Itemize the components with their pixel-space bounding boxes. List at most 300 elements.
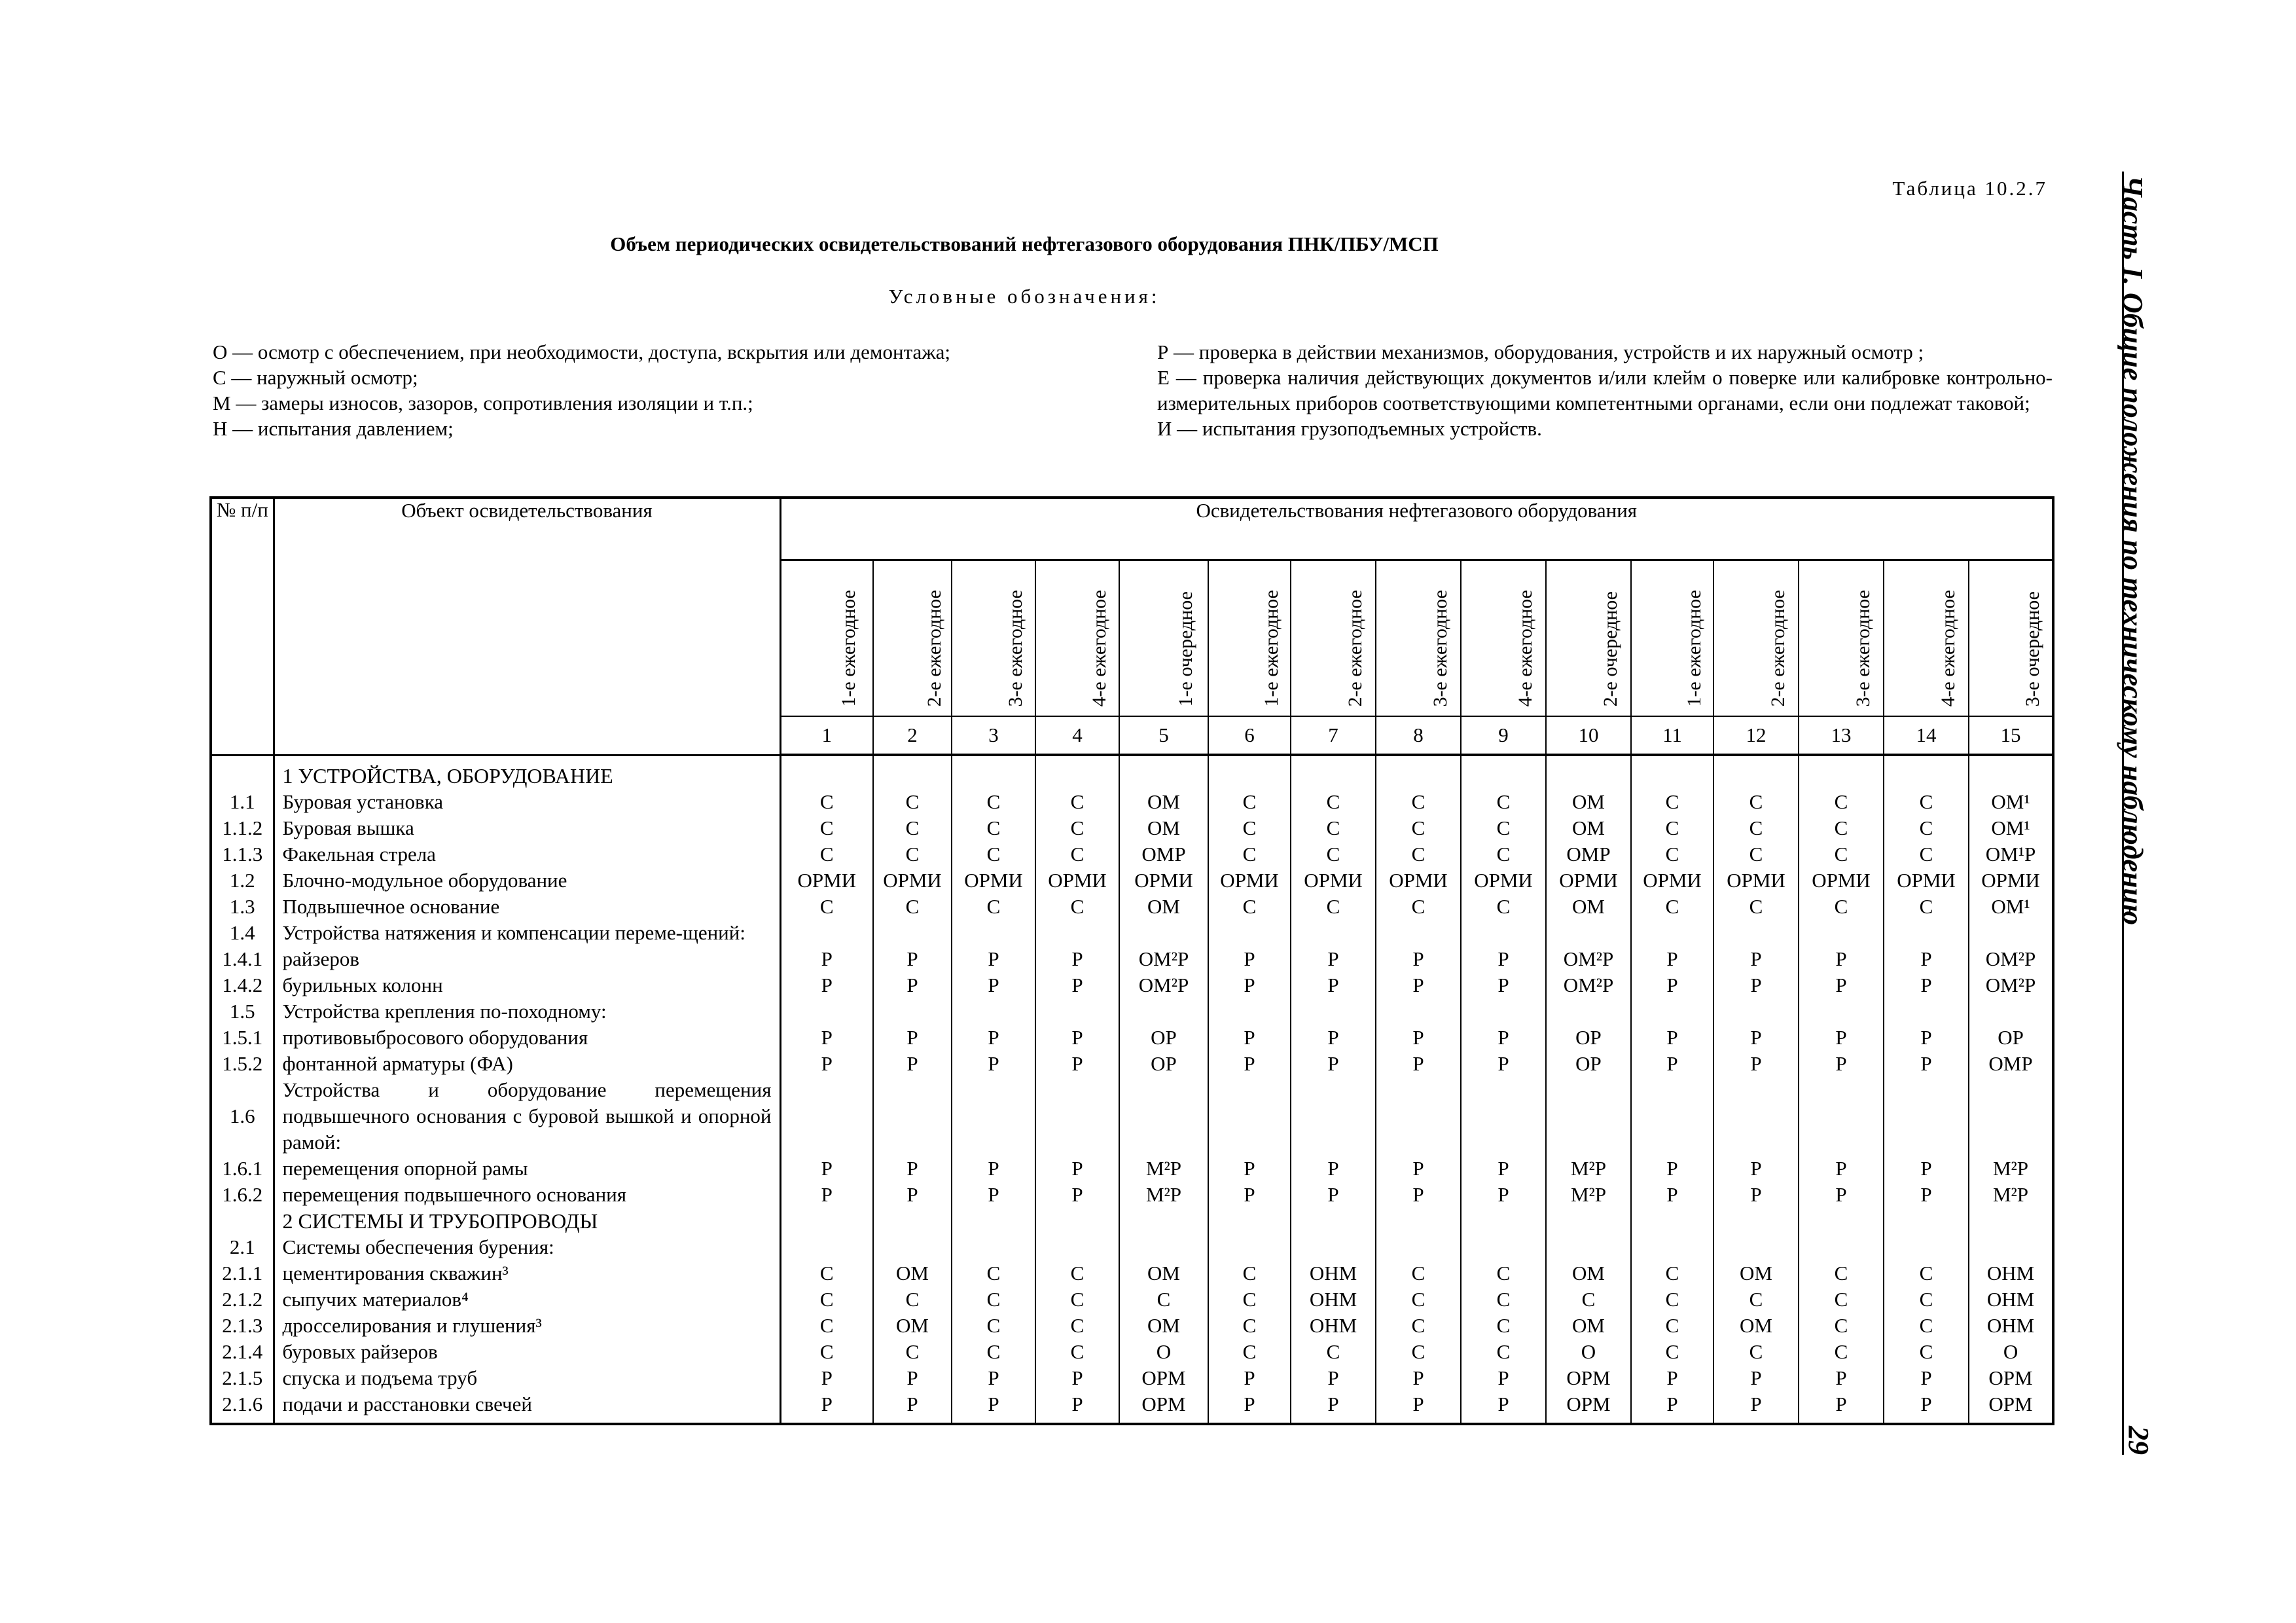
row-value: Р (873, 1391, 952, 1424)
legend-title: Условные обозначения: (888, 285, 1160, 308)
row-value: Р (1884, 1156, 1969, 1182)
row-value: ОМ²Р (1546, 972, 1631, 998)
row-value: ОРМИ (1291, 867, 1376, 894)
row-value: Р (1713, 972, 1799, 998)
row-value: С (873, 789, 952, 815)
row-value: ОР (1546, 1025, 1631, 1051)
row-value: ОМ (1546, 894, 1631, 920)
row-value (1291, 998, 1376, 1025)
row-value: ОРМИ (1713, 867, 1799, 894)
row-value: С (1035, 1286, 1119, 1313)
row-number: 1.5.2 (211, 1051, 274, 1077)
table-row (211, 867, 2053, 894)
column-number: 15 (1969, 716, 2053, 755)
row-value (1631, 1234, 1713, 1260)
row-value: Р (952, 1156, 1035, 1182)
column-header-label: 1-е ежегодное (1683, 589, 1705, 706)
row-value: ОРМИ (952, 867, 1035, 894)
row-value: ОРМИ (1631, 867, 1713, 894)
row-value: Р (1208, 1156, 1291, 1182)
row-value: С (1884, 1260, 1969, 1286)
row-object: Подвышечное основание (274, 894, 780, 920)
row-value: С (780, 1260, 873, 1286)
row-value: Р (1376, 1156, 1461, 1182)
row-number: 1.3 (211, 894, 274, 920)
row-value: ОМ¹Р (1985, 842, 2036, 866)
column-header-label: 1-е ежегодное (838, 589, 860, 706)
column-header (1291, 560, 1376, 717)
row-value (780, 1208, 873, 1234)
row-number: 1.4 (211, 920, 274, 946)
column-header (1631, 560, 1713, 717)
row-value: С (1208, 894, 1291, 920)
row-value (1884, 1077, 1969, 1156)
row-value: С (1713, 1286, 1799, 1313)
row-value: Р (1713, 1156, 1799, 1182)
row-value: С (1631, 1260, 1713, 1286)
row-value: Р (1291, 1182, 1376, 1208)
row-value: Р (1799, 1156, 1884, 1182)
row-value: С (1799, 789, 1884, 815)
row-number: 1.6 (211, 1077, 274, 1156)
row-number: 1.1.3 (211, 841, 274, 867)
row-value: С (1376, 1313, 1461, 1339)
row-number: 2.1.6 (211, 1391, 274, 1424)
row-value (1713, 998, 1799, 1025)
column-header (1119, 560, 1208, 717)
column-header (780, 560, 873, 717)
table-row (211, 1208, 2053, 1234)
row-value: С (1291, 841, 1376, 867)
column-header-label: 4-е ежегодное (1937, 589, 1959, 706)
row-value: ОМ¹ (1991, 790, 2030, 813)
row-value: Р (780, 1156, 873, 1182)
row-value: ОРМИ (1799, 867, 1884, 894)
row-value: С (1376, 841, 1461, 867)
row-value: ОМ (1119, 1313, 1208, 1339)
row-value: С (952, 1313, 1035, 1339)
row-number: 1.5.1 (211, 1025, 274, 1051)
row-value (1799, 1234, 1884, 1260)
row-value: С (780, 841, 873, 867)
row-value: Р (1799, 1391, 1884, 1424)
row-value: Р (1461, 946, 1546, 972)
row-value: С (1035, 894, 1119, 920)
row-value: Р (1376, 1365, 1461, 1391)
row-value: С (1799, 841, 1884, 867)
row-value: ОМ²Р (1985, 947, 2036, 970)
row-object: Устройства крепления по-походному: (274, 998, 780, 1025)
row-object: Факельная стрела (274, 841, 780, 867)
table-row (211, 841, 2053, 867)
row-value: ОНМ (1986, 1261, 2035, 1285)
row-number: 1.4.1 (211, 946, 274, 972)
row-value: С (1799, 1260, 1884, 1286)
row-value: Р (873, 1025, 952, 1051)
row-value (1884, 755, 1969, 789)
row-value: ОРМИ (1461, 867, 1546, 894)
table-row (211, 1286, 2053, 1313)
legend-item: Е — проверка наличия действующих документов и/или клейм о поверке или калибровке контрольно-измерительных приборов соответствующими компетентными органами, если они подлежат таковой; (1157, 366, 2053, 414)
table-row (211, 998, 2053, 1025)
row-value: Р (1884, 1025, 1969, 1051)
row-value: М²Р (1992, 1156, 2029, 1180)
row-value: Р (1291, 1156, 1376, 1182)
column-header-label: 1-е очередное (1175, 591, 1196, 706)
row-value (1461, 998, 1546, 1025)
row-value: С (1035, 789, 1119, 815)
row-value: Р (1376, 1025, 1461, 1051)
row-object: перемещения подвышечного основания (274, 1182, 780, 1208)
legend-item: С — наружный осмотр; (213, 366, 418, 389)
row-value: Р (1208, 1182, 1291, 1208)
row-value: С (1035, 815, 1119, 841)
row-value: С (873, 841, 952, 867)
column-header-label: 4-е ежегодное (1515, 589, 1536, 706)
row-number (211, 1208, 274, 1234)
row-value: С (1035, 1339, 1119, 1365)
row-value (1546, 1208, 1631, 1234)
row-value: ОМ²Р (1546, 946, 1631, 972)
table-row (211, 1339, 2053, 1365)
legend-right (1157, 339, 2053, 441)
row-value: С (1631, 1313, 1713, 1339)
row-value (780, 1077, 873, 1156)
row-value: ОР (1998, 1025, 2024, 1049)
row-value: С (1884, 1339, 1969, 1365)
row-value (1713, 920, 1799, 946)
row-value (1969, 920, 2053, 946)
row-number (211, 755, 274, 789)
column-header (873, 560, 952, 717)
row-value: ОМР (1119, 841, 1208, 867)
row-value: ОНМ (1291, 1286, 1376, 1313)
row-value (1035, 1208, 1119, 1234)
row-value (1035, 1234, 1119, 1260)
row-value (1376, 1234, 1461, 1260)
row-number: 1.6.2 (211, 1182, 274, 1208)
row-value: С (1119, 1286, 1208, 1313)
row-value: С (1035, 1313, 1119, 1339)
row-value: ОРМ (1988, 1366, 2033, 1389)
row-value (1291, 1077, 1376, 1156)
row-value (873, 998, 952, 1025)
row-value: С (780, 1286, 873, 1313)
table-row (211, 1077, 2053, 1156)
row-value: С (873, 1286, 952, 1313)
row-value: С (873, 1339, 952, 1365)
row-value: ОР (1119, 1051, 1208, 1077)
row-value (780, 998, 873, 1025)
row-value (1799, 1208, 1884, 1234)
table-row (211, 815, 2053, 841)
row-value: С (873, 894, 952, 920)
row-value: ОРМИ (1546, 867, 1631, 894)
table-row (211, 1025, 2053, 1051)
column-number: 9 (1461, 716, 1546, 755)
row-value: Р (1376, 1391, 1461, 1424)
row-value: Р (1631, 1365, 1713, 1391)
row-value: ОРМИ (1884, 867, 1969, 894)
row-value: Р (1208, 1391, 1291, 1424)
row-value: Р (1461, 1391, 1546, 1424)
row-value: С (1376, 815, 1461, 841)
row-value: ОМ (1713, 1260, 1799, 1286)
legend-item: И — испытания грузоподъемных устройств. (1157, 417, 1542, 440)
row-value: Р (1035, 1051, 1119, 1077)
column-header (1884, 560, 1969, 717)
row-object: райзеров (274, 946, 780, 972)
row-value: Р (1884, 946, 1969, 972)
row-value: С (952, 894, 1035, 920)
row-object: 2 СИСТЕМЫ И ТРУБОПРОВОДЫ (274, 1208, 780, 1234)
column-number: 7 (1291, 716, 1376, 755)
row-value: ОНМ (1986, 1287, 2035, 1311)
row-value (1376, 998, 1461, 1025)
row-value (1631, 920, 1713, 946)
row-value: Р (952, 1365, 1035, 1391)
row-value: Р (952, 1391, 1035, 1424)
row-value: М²Р (1119, 1182, 1208, 1208)
row-value: Р (1884, 1365, 1969, 1391)
row-value (1631, 1208, 1713, 1234)
row-value: Р (1461, 1051, 1546, 1077)
row-value: ОРМ (1988, 1392, 2033, 1415)
row-value: С (1631, 1339, 1713, 1365)
row-value: ОР (1119, 1025, 1208, 1051)
column-number: 4 (1035, 716, 1119, 755)
column-header (1799, 560, 1884, 717)
row-value (780, 1234, 873, 1260)
row-value (1713, 1234, 1799, 1260)
row-number: 2.1.1 (211, 1260, 274, 1286)
row-value (1208, 1077, 1291, 1156)
row-value: ОМ¹ (1991, 816, 2030, 839)
row-value: Р (1208, 1025, 1291, 1051)
row-value (1713, 1077, 1799, 1156)
row-value: ОМ (1546, 789, 1631, 815)
row-value: Р (1884, 1051, 1969, 1077)
column-header (1969, 560, 2053, 717)
row-value (1119, 755, 1208, 789)
row-number: 1.4.2 (211, 972, 274, 998)
row-value: С (780, 894, 873, 920)
row-value: ОРМ (1546, 1365, 1631, 1391)
inspection-table (209, 496, 2054, 1425)
row-value: С (952, 789, 1035, 815)
row-value: ОМ¹ (1991, 894, 2030, 918)
row-value: С (1799, 815, 1884, 841)
row-value: Р (1461, 1156, 1546, 1182)
legend-item: М — замеры износов, зазоров, сопротивления изоляции и т.п.; (213, 392, 753, 414)
row-value (1461, 1077, 1546, 1156)
row-object: буровых райзеров (274, 1339, 780, 1365)
row-value: ОМ (873, 1260, 952, 1286)
row-value (873, 1234, 952, 1260)
row-value (1799, 755, 1884, 789)
row-value: ОМ (1713, 1313, 1799, 1339)
row-value (1291, 755, 1376, 789)
table-row (211, 894, 2053, 920)
row-value: Р (1799, 1025, 1884, 1051)
row-value (1713, 755, 1799, 789)
row-value (1884, 1208, 1969, 1234)
row-value (1546, 920, 1631, 946)
row-value: С (780, 789, 873, 815)
row-value: Р (1461, 1182, 1546, 1208)
column-number: 12 (1713, 716, 1799, 755)
row-value: Р (1799, 1182, 1884, 1208)
row-value (1208, 998, 1291, 1025)
row-value: О (1546, 1339, 1631, 1365)
row-value (780, 755, 873, 789)
row-value: Р (1291, 1051, 1376, 1077)
row-value: ОР (1546, 1051, 1631, 1077)
row-value (1546, 755, 1631, 789)
table-row (211, 1260, 2053, 1286)
row-value (1119, 1077, 1208, 1156)
row-value: С (1461, 815, 1546, 841)
column-header (1461, 560, 1546, 717)
row-object: перемещения опорной рамы (274, 1156, 780, 1182)
row-value: С (952, 1260, 1035, 1286)
row-value: Р (1461, 1365, 1546, 1391)
row-value: Р (873, 946, 952, 972)
row-value: С (873, 815, 952, 841)
row-value: С (1376, 1339, 1461, 1365)
row-value: Р (1631, 946, 1713, 972)
header-group: Освидетельствования нефтегазового оборудования (780, 498, 2053, 560)
row-value (1208, 1208, 1291, 1234)
column-number: 14 (1884, 716, 1969, 755)
row-value: Р (952, 972, 1035, 998)
row-value: Р (1291, 1391, 1376, 1424)
row-value: М²Р (1546, 1182, 1631, 1208)
row-value (1799, 1077, 1884, 1156)
row-value: Р (1291, 946, 1376, 972)
row-value: ОМР (1988, 1051, 2033, 1075)
row-value: С (1291, 789, 1376, 815)
column-header-label: 2-е очередное (1600, 591, 1621, 706)
row-value: С (1884, 1313, 1969, 1339)
row-value (1799, 998, 1884, 1025)
row-value: С (780, 1339, 873, 1365)
row-value: Р (780, 972, 873, 998)
column-header-label: 2-е ежегодное (1767, 589, 1789, 706)
legend-item: Р — проверка в действии механизмов, оборудования, устройств и их наружный осмотр ; (1157, 340, 1924, 363)
row-value: С (1461, 894, 1546, 920)
row-value: ОРМИ (1119, 867, 1208, 894)
row-value (1119, 920, 1208, 946)
row-value (1546, 1077, 1631, 1156)
column-number: 8 (1376, 716, 1461, 755)
row-value: Р (780, 1182, 873, 1208)
row-value: С (1376, 789, 1461, 815)
row-value (873, 920, 952, 946)
legend-item: Н — испытания давлением; (213, 417, 454, 440)
row-value: С (1208, 1260, 1291, 1286)
row-object: Системы обеспечения бурения: (274, 1234, 780, 1260)
row-value (1208, 1234, 1291, 1260)
row-value: С (1461, 1313, 1546, 1339)
row-value: С (1713, 1339, 1799, 1365)
row-value (1631, 755, 1713, 789)
row-value: Р (1713, 1182, 1799, 1208)
row-number: 1.2 (211, 867, 274, 894)
row-value: С (1035, 1260, 1119, 1286)
page-number: 29 (2123, 1426, 2155, 1455)
row-value: С (1546, 1286, 1631, 1313)
running-header: Часть I. Общие положения по техническому наблюдению (2117, 175, 2149, 926)
row-value: С (952, 841, 1035, 867)
row-value: Р (1035, 972, 1119, 998)
column-number: 6 (1208, 716, 1291, 755)
row-value: ОМ (1119, 894, 1208, 920)
header-number: № п/п (211, 498, 274, 755)
row-value: Р (1208, 1051, 1291, 1077)
row-value: С (1631, 894, 1713, 920)
row-number: 2.1.2 (211, 1286, 274, 1313)
row-value: С (1461, 1286, 1546, 1313)
row-value (1969, 998, 2053, 1025)
row-value (1799, 920, 1884, 946)
row-value (952, 1077, 1035, 1156)
row-value (1376, 1208, 1461, 1234)
legend-item: О — осмотр с обеспечением, при необходимости, доступа, вскрытия или демонтажа; (213, 340, 951, 363)
row-value: С (1713, 815, 1799, 841)
row-value: Р (1376, 972, 1461, 998)
document-title: Объем периодических освидетельствований нефтегазового оборудования ПНК/ПБУ/МСП (610, 232, 1439, 255)
row-object: Блочно-модульное оборудование (274, 867, 780, 894)
row-value (1035, 998, 1119, 1025)
column-number: 5 (1119, 716, 1208, 755)
row-value (1119, 998, 1208, 1025)
column-header-label: 3-е ежегодное (1429, 589, 1451, 706)
row-value: О (1119, 1339, 1208, 1365)
row-value: Р (873, 1365, 952, 1391)
row-value: Р (952, 1025, 1035, 1051)
row-value (1376, 920, 1461, 946)
row-value (1884, 920, 1969, 946)
row-object: Буровая вышка (274, 815, 780, 841)
row-value: С (1291, 1339, 1376, 1365)
row-value: С (952, 1339, 1035, 1365)
row-value: ОНМ (1986, 1313, 2035, 1337)
row-value: С (1376, 1286, 1461, 1313)
row-value (1884, 998, 1969, 1025)
row-value: С (1799, 1313, 1884, 1339)
row-value (1376, 1077, 1461, 1156)
row-object: подачи и расстановки свечей (274, 1391, 780, 1424)
row-value: С (1208, 1339, 1291, 1365)
row-number: 2.1 (211, 1234, 274, 1260)
row-value: Р (873, 972, 952, 998)
row-value: С (1884, 841, 1969, 867)
column-number: 2 (873, 716, 952, 755)
table-row (211, 1051, 2053, 1077)
row-object: противовыбросового оборудования (274, 1025, 780, 1051)
row-value: Р (1799, 946, 1884, 972)
row-value: Р (1035, 1182, 1119, 1208)
row-value: ОРМИ (780, 867, 873, 894)
row-value: Р (780, 1051, 873, 1077)
row-value (1208, 755, 1291, 789)
row-value: Р (952, 946, 1035, 972)
row-value: ОМ (1119, 1260, 1208, 1286)
row-number: 1.1.2 (211, 815, 274, 841)
row-value: С (1291, 894, 1376, 920)
row-value: Р (1713, 1051, 1799, 1077)
